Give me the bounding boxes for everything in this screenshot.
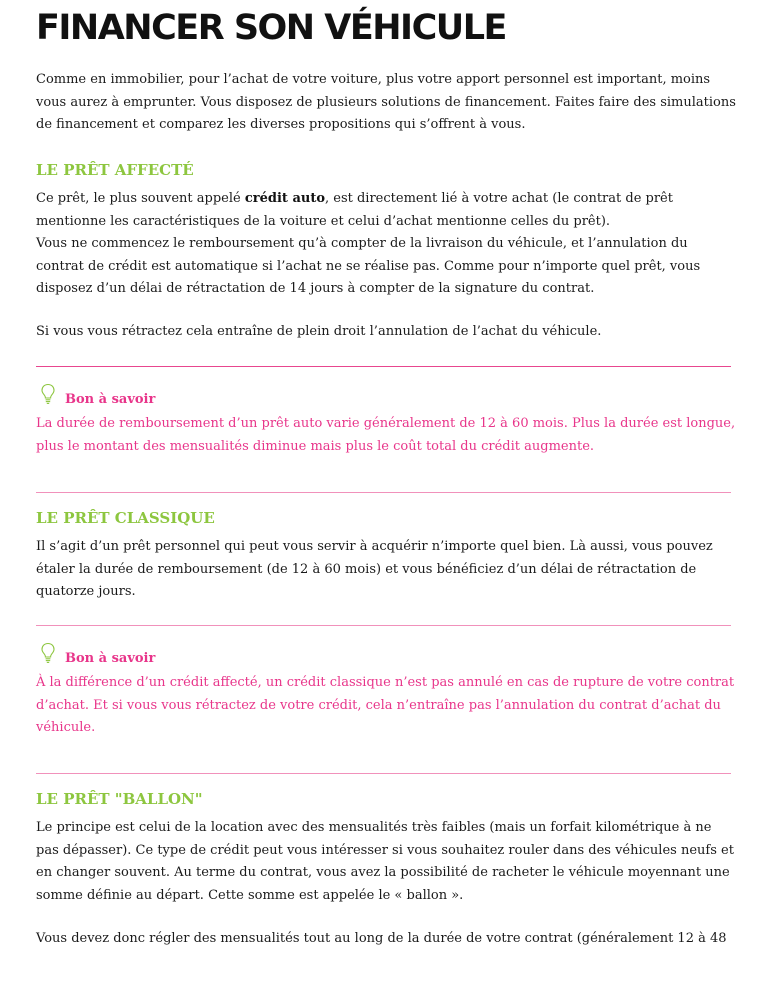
section-heading-pret-classique: LE PRÊT CLASSIQUE xyxy=(36,509,215,527)
tip-text: La durée de remboursement d’un prêt auto varie généralement de 12 à 60 mois. Plus la durée est longue, plus le montant des mensualités diminue mais plus le coût total du crédit augmente. xyxy=(36,416,736,454)
section-heading-pret-ballon: LE PRÊT "BALLON" xyxy=(36,790,203,808)
section-heading-pret-affecte: LE PRÊT AFFECTÉ xyxy=(36,161,194,179)
tip-text: À la différence d’un crédit affecté, un crédit classique n’est pas annulé en cas de rupture de votre contrat d’achat. Et si vous vous rétractez de votre crédit, cela n’entraîne pas l’annulation du contrat d’achat du véhicule. xyxy=(36,675,735,735)
pret-ballon-paragraph-2: Vous devez donc régler des mensualités tout au long de la durée de votre contrat (généralement 12 à 48 xyxy=(36,931,727,946)
divider xyxy=(36,366,731,367)
pret-affecte-p1-start: Ce prêt, le plus souvent appelé xyxy=(36,191,245,206)
divider xyxy=(36,773,731,774)
intro-paragraph: Comme en immobilier, pour l’achat de votre voiture, plus votre apport personnel est important, moins vous aurez à emprunter. Vous disposez de plusieurs solutions de financement. Faites faire des simulations de financement et comparez les diverses propositions qui s’offrent à vous. xyxy=(36,72,736,132)
credit-auto-term: crédit auto xyxy=(244,191,325,206)
divider xyxy=(36,625,731,626)
tip-label: Bon à savoir xyxy=(65,392,156,407)
divider xyxy=(36,492,731,493)
pret-affecte-paragraph-3: Si vous vous rétractez cela entraîne de plein droit l’annulation de l’achat du véhicule. xyxy=(36,324,602,339)
page-title: FINANCER SON VÉHICULE xyxy=(36,8,506,48)
tip-label: Bon à savoir xyxy=(65,651,156,666)
pret-affecte-p1-end: , est directement lié à votre achat (le contrat de prêt mentionne les caractéristiques de la voiture et celui d’achat mentionne celles du prêt). xyxy=(36,191,673,229)
pret-classique-paragraph: Il s’agit d’un prêt personnel qui peut vous servir à acquérir n’importe quel bien. Là aussi, vous pouvez étaler la durée de remboursement (de 12 à 60 mois) et vous bénéficiez d’un délai de rétractation de quatorze jours. xyxy=(36,539,713,599)
lightbulb-icon xyxy=(40,642,56,664)
pret-affecte-paragraph-1 xyxy=(36,188,736,233)
pret-ballon-paragraph-1: Le principe est celui de la location avec des mensualités très faibles (mais un forfait kilométrique à ne pas dépasser). Ce type de crédit peut vous intéresser si vous souhaitez rouler dans des véhicules neufs et en changer souvent. Au terme du contrat, vous avez la possibilité de racheter le véhicule moyennant une somme définie au départ. Cette somme est appelée le « ballon ». xyxy=(36,820,734,903)
lightbulb-icon xyxy=(40,383,56,405)
pret-affecte-paragraph-2: Vous ne commencez le remboursement qu’à compter de la livraison du véhicule, et l’annulation du contrat de crédit est automatique si l’achat ne se réalise pas. Comme pour n’importe quel prêt, vous disposez d’un délai de rétractation de 14 jours à compter de la signature du contrat. xyxy=(36,236,701,296)
